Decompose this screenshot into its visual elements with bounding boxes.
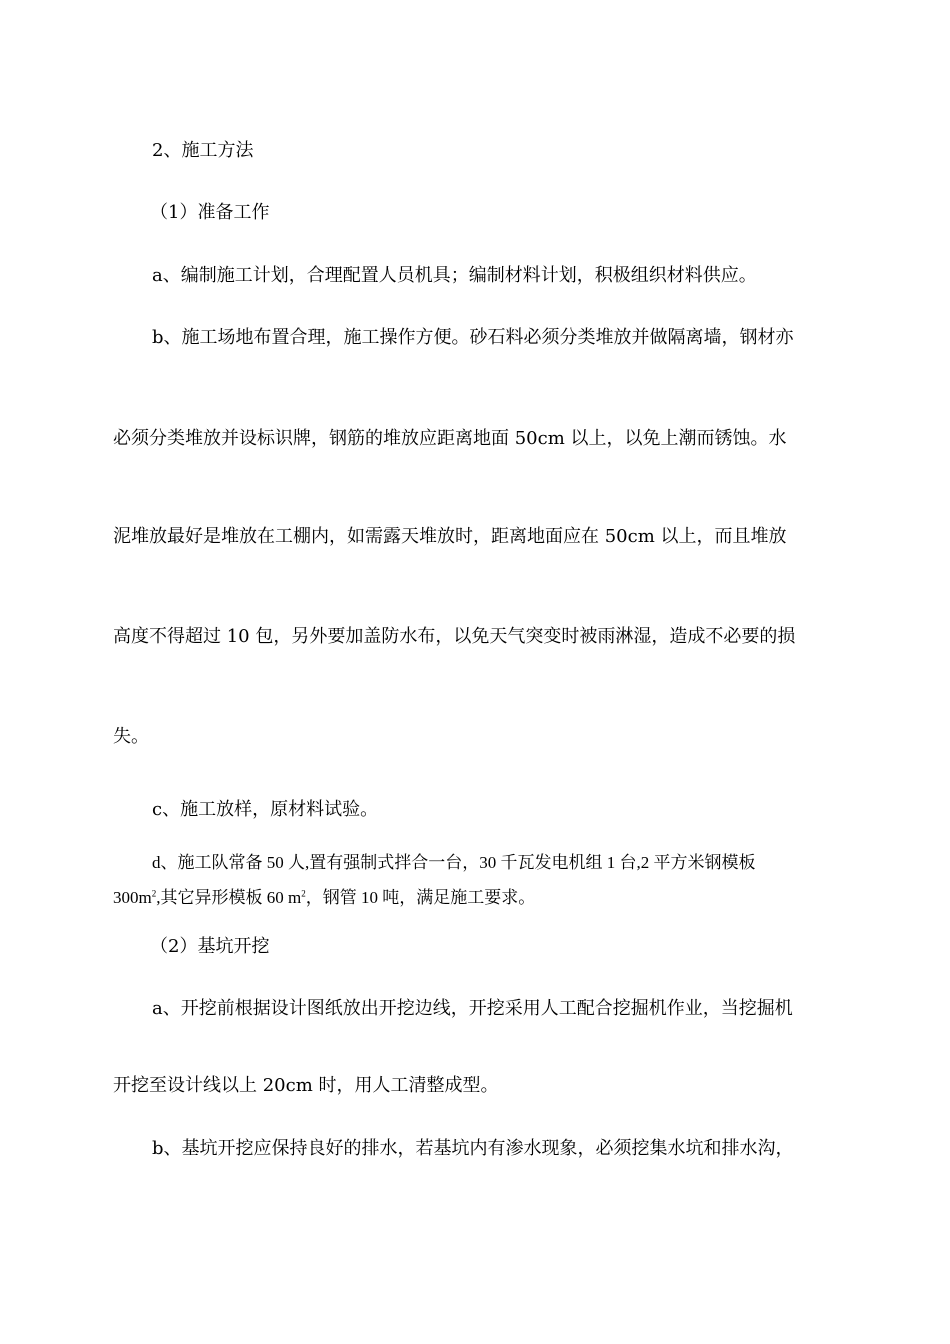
paragraph-b-line-2: 必须分类堆放并设标识牌，钢筋的堆放应距离地面 50cm 以上，以免上潮而锈蚀。水: [113, 428, 787, 449]
paragraph-c-layout: c、施工放样，原材料试验。: [152, 799, 379, 820]
subsection-heading-excavation: （2）基坑开挖: [150, 936, 270, 957]
paragraph-b-line-5: 失。: [113, 726, 149, 747]
formwork-area-value: 300m: [113, 888, 152, 907]
paragraph-b2-line-1: b、基坑开挖应保持良好的排水，若基坑内有渗水现象，必须挖集水坑和排水沟，: [152, 1138, 794, 1159]
subsection-heading-preparation: （1）准备工作: [150, 202, 270, 223]
paragraph-b-line-1: b、施工场地布置合理，施工操作方便。砂石料必须分类堆放并做隔离墙，钢材亦: [152, 327, 794, 348]
square-superscript: 2: [151, 888, 157, 899]
paragraph-d-line-2: [113, 886, 535, 910]
paragraph-b-line-3: 泥堆放最好是堆放在工棚内，如需露天堆放时，距离地面应在 50cm 以上，而且堆放: [113, 526, 787, 547]
steel-pipe-text: ，钢管 10 吨，满足施工要求。: [305, 888, 536, 907]
other-formwork-text: ,其它异形模板 60 m: [156, 888, 302, 907]
square-superscript: 2: [301, 888, 306, 899]
paragraph-d-line-1: d、施工队常备 50 人,置有强制式拌合一台，30 千瓦发电机组 1 台,2 平方米钢模板: [152, 853, 756, 872]
paragraph-a2-line-1: a、开挖前根据设计图纸放出开挖边线，开挖采用人工配合挖掘机作业，当挖掘机: [152, 998, 793, 1019]
paragraph-a2-line-2: 开挖至设计线以上 20cm 时，用人工清整成型。: [113, 1075, 499, 1096]
section-heading: 2、施工方法: [152, 140, 254, 161]
paragraph-a-planning: a、编制施工计划，合理配置人员机具；编制材料计划，积极组织材料供应。: [152, 265, 757, 286]
paragraph-b-line-4: 高度不得超过 10 包，另外要加盖防水布，以免天气突变时被雨淋湿，造成不必要的损: [113, 626, 796, 647]
